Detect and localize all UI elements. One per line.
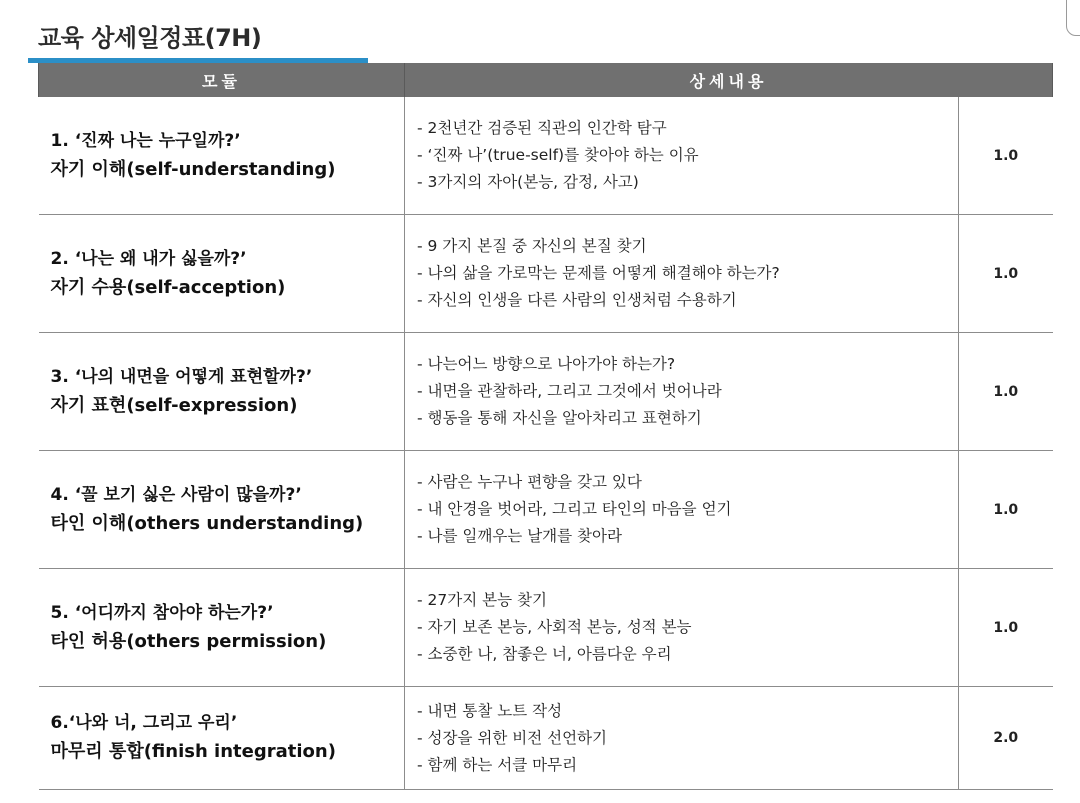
module-cell — [39, 687, 405, 790]
details-cell — [405, 333, 959, 451]
module-cell — [39, 97, 405, 215]
table-row — [39, 451, 1053, 569]
detail-line: - 2천년간 검증된 직관의 인간학 탐구 — [417, 119, 667, 137]
detail-line: - 성장을 위한 비전 선언하기 — [417, 728, 608, 747]
module-question: 1. ‘진짜 나는 누구일까?’ — [50, 130, 241, 151]
details-cell — [405, 215, 959, 333]
detail-line: - 자기 보존 본능, 사회적 본능, 성적 본능 — [417, 618, 692, 636]
module-subtitle: 타인 이해(others understanding) — [50, 512, 364, 534]
hours-cell: 1.0 — [959, 451, 1053, 569]
module-subtitle: 마무리 통합(finish integration) — [50, 741, 336, 762]
detail-line: - 내면을 관찰하라, 그리고 그것에서 벗어나라 — [417, 382, 722, 400]
detail-line: - 내면 통찰 노트 작성 — [417, 701, 563, 720]
detail-line: - 행동을 통해 자신을 알아차리고 표현하기 — [417, 409, 702, 427]
detail-line: - 자신의 인생을 다른 사람의 인생처럼 수용하기 — [417, 291, 737, 309]
detail-line: - 소중한 나, 참좋은 너, 아름다운 우리 — [417, 645, 672, 663]
hours-cell: 1.0 — [959, 215, 1053, 333]
detail-line: - 나를 일깨우는 날개를 찾아라 — [417, 527, 622, 545]
module-question: 4. ‘꼴 보기 싫은 사람이 많을까?’ — [50, 484, 302, 505]
detail-line: - 나는어느 방향으로 나아가야 하는가? — [417, 355, 676, 373]
detail-line: - ‘진짜 나’(true-self)를 찾아야 하는 이유 — [417, 146, 699, 164]
table-row — [39, 215, 1053, 333]
module-subtitle: 자기 표현(self-expression) — [50, 394, 298, 416]
module-subtitle: 타인 허용(others permission) — [50, 630, 327, 652]
module-cell — [39, 333, 405, 451]
module-question: 6.‘나와 너, 그리고 우리’ — [50, 713, 238, 733]
module-question: 3. ‘나의 내면을 어떻게 표현할까?’ — [50, 366, 313, 387]
table-row — [39, 97, 1053, 215]
detail-line: - 27가지 본능 찾기 — [417, 591, 547, 609]
module-subtitle: 자기 이해(self-understanding) — [50, 158, 336, 180]
table-header-row — [39, 63, 1053, 97]
module-cell — [39, 215, 405, 333]
details-cell — [405, 97, 959, 215]
table-row — [39, 333, 1053, 451]
header-details: 상세내용 — [405, 63, 1053, 97]
detail-line: - 내 안경을 벗어라, 그리고 타인의 마음을 얻기 — [417, 500, 732, 518]
details-cell — [405, 687, 959, 790]
table-row — [39, 687, 1053, 790]
hours-cell: 1.0 — [959, 97, 1053, 215]
detail-line: - 3가지의 자아(본능, 감정, 사고) — [417, 173, 639, 191]
hours-cell: 1.0 — [959, 569, 1053, 687]
detail-line: - 나의 삶을 가로막는 문제를 어떻게 해결해야 하는가? — [417, 264, 780, 282]
detail-line: - 9 가지 본질 중 자신의 본질 찾기 — [417, 237, 647, 255]
table-row — [39, 569, 1053, 687]
page-title: 교육 상세일정표(7H) — [38, 24, 262, 52]
module-cell — [39, 569, 405, 687]
schedule-table — [38, 63, 1053, 790]
details-cell — [405, 569, 959, 687]
window-corner-frame — [1066, 0, 1080, 36]
details-cell — [405, 451, 959, 569]
hours-cell: 1.0 — [959, 333, 1053, 451]
module-cell — [39, 451, 405, 569]
hours-cell: 2.0 — [959, 687, 1053, 790]
detail-line: - 함께 하는 서클 마무리 — [417, 755, 578, 774]
module-subtitle: 자기 수용(self-acception) — [50, 276, 286, 298]
detail-line: - 사람은 누구나 편향을 갖고 있다 — [417, 473, 642, 491]
header-module: 모듈 — [39, 63, 405, 97]
module-question: 5. ‘어디까지 참아야 하는가?’ — [50, 602, 274, 623]
module-question: 2. ‘나는 왜 내가 싫을까?’ — [50, 248, 247, 269]
